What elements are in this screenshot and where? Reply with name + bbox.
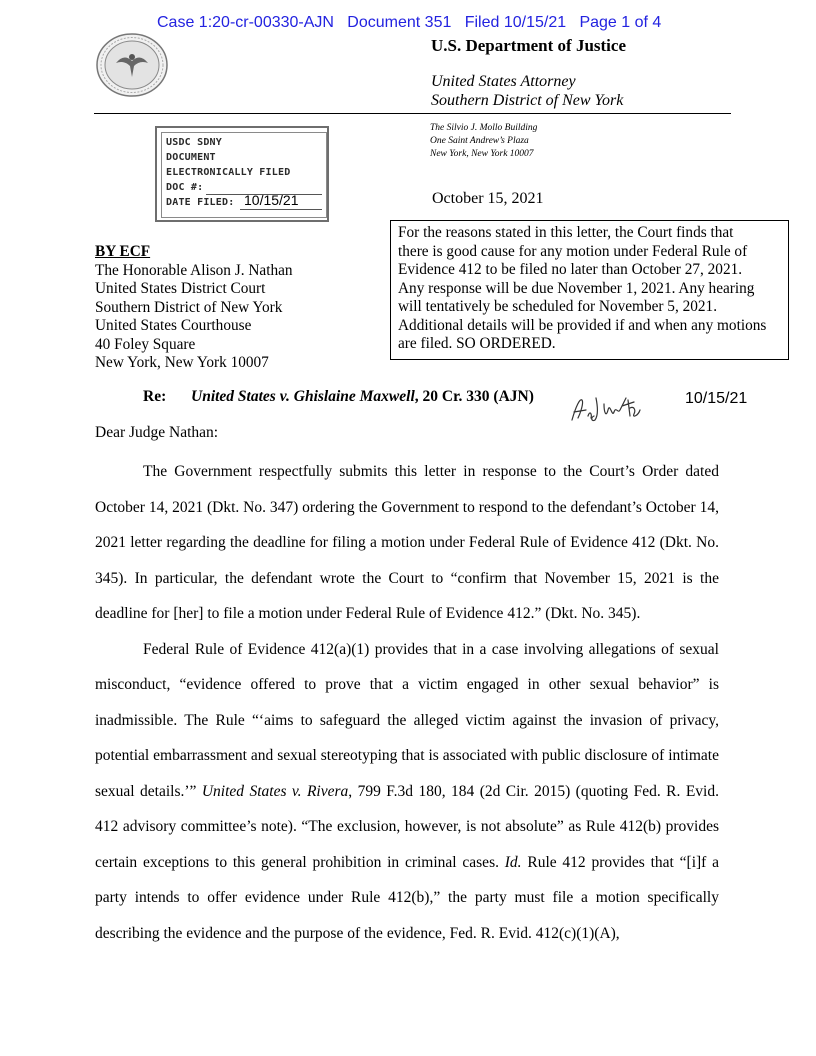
addressee-line: United States Courthouse bbox=[95, 317, 252, 334]
judge-signature-icon bbox=[568, 394, 663, 424]
letter-body bbox=[95, 454, 719, 951]
doj-seal-icon bbox=[94, 33, 170, 97]
order-line: Additional details will be provided if and when any motions bbox=[398, 316, 767, 334]
order-line: Any response will be due November 1, 2021. Any hearing bbox=[398, 279, 755, 297]
salutation: Dear Judge Nathan: bbox=[95, 424, 219, 441]
order-line: Evidence 412 to be filed no later than October 27, 2021. bbox=[398, 261, 743, 278]
case-name: United States v. Ghislaine Maxwell bbox=[191, 388, 415, 405]
addressee-block bbox=[95, 243, 293, 373]
office-address-line: The Silvio J. Mollo Building bbox=[430, 123, 538, 133]
order-line: For the reasons stated in this letter, the Court finds that bbox=[398, 224, 734, 241]
order-line: there is good cause for any motion under Federal Rule of bbox=[398, 242, 748, 260]
stamp-line: DOC #: bbox=[166, 182, 204, 193]
case-number: , 20 Cr. 330 (AJN) bbox=[414, 388, 534, 405]
office-title: United States Attorney bbox=[431, 73, 576, 90]
paragraph-text: Rule 412 provides that “[i]f a party intends to offer evidence under Rule 412(b),” the party must file a motion specifically describing the evidence and the purpose of the evidence, Fed. R. Evid. 412(c)(1)(A), bbox=[95, 853, 719, 942]
department-name: U.S. Department of Justice bbox=[431, 36, 626, 55]
addressee-line: Southern District of New York bbox=[95, 298, 283, 316]
case-citation: United States v. Rivera bbox=[201, 782, 349, 800]
order-line: are filed. SO ORDERED. bbox=[398, 335, 556, 352]
stamp-line: DATE FILED: bbox=[166, 197, 235, 208]
id-citation: Id. bbox=[504, 853, 522, 871]
delivery-method: BY ECF bbox=[95, 243, 151, 260]
case-caption bbox=[191, 388, 534, 406]
signed-date: 10/15/21 bbox=[685, 390, 748, 407]
office-address-line: New York, New York 10007 bbox=[430, 149, 534, 159]
office-address-line: One Saint Andrew’s Plaza bbox=[430, 136, 529, 146]
paragraph-text: , 799 F.3d 180, 184 (2d Cir. 2015) (quoting Fed. R. Evid. 412 advisory committee’s note). “The exclusion, however, is not absolute” as Rule 412(b) provides certain exceptions to this general prohibition in criminal cases. bbox=[95, 782, 719, 871]
stamp-date-underline bbox=[240, 209, 322, 210]
addressee-line: New York, New York 10007 bbox=[95, 354, 269, 371]
addressee-line: The Honorable Alison J. Nathan bbox=[95, 261, 293, 279]
letterhead-divider bbox=[94, 113, 731, 114]
court-order-box bbox=[390, 220, 789, 360]
re-label: Re: bbox=[143, 388, 167, 405]
paragraph bbox=[95, 632, 719, 952]
stamp-line: USDC SDNY bbox=[166, 137, 222, 148]
stamp-date-filed: 10/15/21 bbox=[244, 192, 299, 208]
paragraph-text: Federal Rule of Evidence 412(a)(1) provides that in a case involving allegations of sexual misconduct, “evidence offered to prove that a victim engaged in other sexual behavior” is inadmissible. The Rule “‘aims to safeguard the alleged victim against the invasion of privacy, potential embarrassment and sexual stereotyping that is associated with public disclosure of intimate sexual details.’” bbox=[95, 640, 719, 800]
office-district: Southern District of New York bbox=[431, 92, 624, 109]
stamp-line: ELECTRONICALLY FILED bbox=[166, 167, 291, 178]
paragraph: The Government respectfully submits this letter in response to the Court’s Order dated October 14, 2021 (Dkt. No. 347) ordering the Government to respond to the defendant’s October 14, 2021 letter regarding the deadline for filing a motion under Federal Rule of Evidence 412 (Dkt. No. 345). In particular, the defendant wrote the Court to “confirm that November 15, 2021 is the deadline for [her] to file a motion under Federal Rule of Evidence 412.” (Dkt. No. 345). bbox=[95, 463, 719, 622]
addressee-line: 40 Foley Square bbox=[95, 335, 196, 353]
order-line: will tentatively be scheduled for November 5, 2021. bbox=[398, 298, 718, 315]
case-header: Case 1:20-cr-00330-AJN Document 351 Filed 10/15/21 Page 1 of 4 bbox=[157, 14, 662, 31]
letter-date: October 15, 2021 bbox=[432, 190, 544, 207]
addressee-line: United States District Court bbox=[95, 280, 266, 297]
stamp-line: DOCUMENT bbox=[166, 152, 216, 163]
